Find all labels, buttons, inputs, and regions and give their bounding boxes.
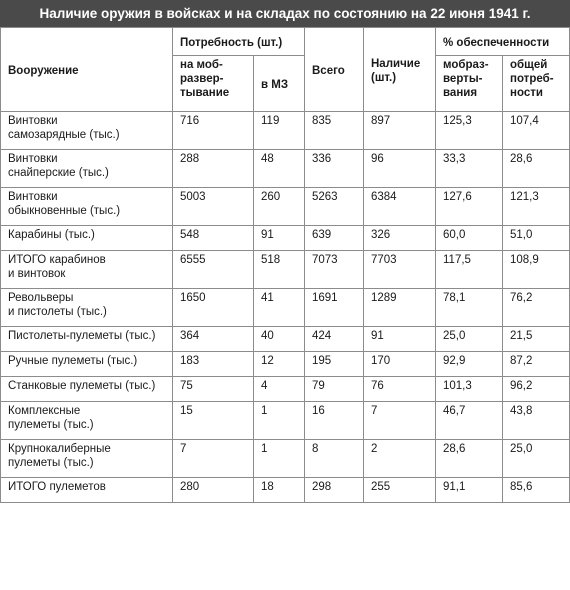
total-cell: 5263 — [305, 188, 364, 226]
table-body — [1, 112, 570, 503]
need-mob-cell: 288 — [173, 150, 254, 188]
need-mob-cell: 15 — [173, 402, 254, 440]
need-mz-cell: 1 — [254, 440, 305, 478]
pct-mob-cell: 92,9 — [436, 352, 503, 377]
total-cell: 1691 — [305, 289, 364, 327]
pct-mob-cell: 28,6 — [436, 440, 503, 478]
need-mob-cell: 548 — [173, 226, 254, 251]
need-mz-cell: 12 — [254, 352, 305, 377]
weapon-name-line: Станковые пулеметы (тыс.) — [8, 380, 156, 392]
weapon-name-line: Винтовки — [8, 153, 58, 165]
need-mob-cell: 280 — [173, 478, 254, 503]
available-cell: 897 — [364, 112, 436, 150]
header-pct-total-line: ности — [510, 87, 543, 99]
need-mz-cell: 518 — [254, 251, 305, 289]
weapon-name-cell — [1, 327, 173, 352]
weapon-name-line: ИТОГО карабинов — [8, 254, 106, 266]
weapon-name-cell — [1, 478, 173, 503]
weapon-name-line: ИТОГО пулеметов — [8, 481, 106, 493]
table-row — [1, 352, 570, 377]
need-mob-cell: 5003 — [173, 188, 254, 226]
need-mob-cell: 716 — [173, 112, 254, 150]
header-pct-mob-line: верты- — [443, 73, 483, 85]
table-row — [1, 112, 570, 150]
weapon-name-line: Револьверы — [8, 292, 74, 304]
table-row — [1, 226, 570, 251]
pct-mob-cell: 91,1 — [436, 478, 503, 503]
weapon-name-cell — [1, 251, 173, 289]
pct-total-cell: 76,2 — [503, 289, 570, 327]
header-pct-total — [503, 56, 570, 112]
header-pct-mob-line: вания — [443, 87, 478, 99]
total-cell: 424 — [305, 327, 364, 352]
weapon-name-cell — [1, 112, 173, 150]
weapon-name-line: Комплексные — [8, 405, 81, 417]
pct-mob-cell: 25,0 — [436, 327, 503, 352]
total-cell: 195 — [305, 352, 364, 377]
total-cell: 79 — [305, 377, 364, 402]
total-cell: 298 — [305, 478, 364, 503]
weapon-name-line: пулеметы (тыс.) — [8, 457, 94, 469]
header-pct-total-line: потреб- — [510, 73, 554, 85]
header-available — [364, 28, 436, 112]
pct-mob-cell: 101,3 — [436, 377, 503, 402]
weapon-name-line: обыкновенные (тыс.) — [8, 205, 121, 217]
need-mz-cell: 41 — [254, 289, 305, 327]
pct-mob-cell: 117,5 — [436, 251, 503, 289]
weapon-name-line: Винтовки — [8, 191, 58, 203]
weapon-name-line: Ручные пулеметы (тыс.) — [8, 355, 138, 367]
table-row — [1, 188, 570, 226]
need-mz-cell: 4 — [254, 377, 305, 402]
weapon-name-cell — [1, 289, 173, 327]
weapon-name-line: и винтовок — [8, 268, 66, 280]
weapon-name-line: Карабины (тыс.) — [8, 229, 95, 241]
pct-total-cell: 96,2 — [503, 377, 570, 402]
pct-total-cell: 85,6 — [503, 478, 570, 503]
weapon-name-cell — [1, 440, 173, 478]
weapon-name-cell — [1, 402, 173, 440]
weapon-name-cell — [1, 188, 173, 226]
weapon-name-line: Пистолеты-пулеметы (тыс.) — [8, 330, 156, 342]
pct-total-cell: 43,8 — [503, 402, 570, 440]
header-need-mz: в МЗ — [254, 56, 305, 112]
available-cell: 2 — [364, 440, 436, 478]
table-title: Наличие оружия в войсках и на складах по состоянию на 22 июня 1941 г. — [0, 0, 570, 27]
total-cell: 336 — [305, 150, 364, 188]
pct-total-cell: 25,0 — [503, 440, 570, 478]
pct-mob-cell: 60,0 — [436, 226, 503, 251]
pct-total-cell: 21,5 — [503, 327, 570, 352]
pct-mob-cell: 78,1 — [436, 289, 503, 327]
need-mob-cell: 1650 — [173, 289, 254, 327]
available-cell: 1289 — [364, 289, 436, 327]
need-mz-cell: 40 — [254, 327, 305, 352]
table-row — [1, 150, 570, 188]
weapon-name-cell — [1, 226, 173, 251]
pct-total-cell: 121,3 — [503, 188, 570, 226]
header-need-mob-line: развер- — [180, 73, 224, 85]
weapon-name-cell — [1, 150, 173, 188]
table-row — [1, 402, 570, 440]
header-need-group: Потребность (шт.) — [173, 28, 305, 56]
available-cell: 91 — [364, 327, 436, 352]
total-cell: 7073 — [305, 251, 364, 289]
weapons-table — [0, 27, 570, 503]
weapon-name-line: снайперские (тыс.) — [8, 167, 109, 179]
header-pct-total-line: общей — [510, 59, 548, 71]
need-mob-cell: 364 — [173, 327, 254, 352]
weapon-name-line: пулеметы (тыс.) — [8, 419, 94, 431]
weapon-name-cell — [1, 352, 173, 377]
pct-total-cell: 51,0 — [503, 226, 570, 251]
weapon-name-cell — [1, 377, 173, 402]
weapon-name-line: Крупнокалиберные — [8, 443, 111, 455]
weapon-name-line: и пистолеты (тыс.) — [8, 306, 107, 318]
header-need-mob-line: тывание — [180, 87, 230, 99]
available-cell: 326 — [364, 226, 436, 251]
table-row — [1, 327, 570, 352]
pct-total-cell: 87,2 — [503, 352, 570, 377]
pct-mob-cell: 125,3 — [436, 112, 503, 150]
need-mob-cell: 75 — [173, 377, 254, 402]
available-cell: 76 — [364, 377, 436, 402]
need-mz-cell: 119 — [254, 112, 305, 150]
header-need-mob-line: на моб- — [180, 59, 223, 71]
header-available-line: Наличие — [371, 57, 421, 70]
total-cell: 639 — [305, 226, 364, 251]
header-available-line: (шт.) — [371, 71, 397, 84]
available-cell: 6384 — [364, 188, 436, 226]
weapon-name-line: самозарядные (тыс.) — [8, 129, 120, 141]
header-total: Всего — [305, 28, 364, 112]
header-pct-mob-line: мобраз- — [443, 59, 489, 71]
header-weapon: Вооружение — [1, 28, 173, 112]
pct-mob-cell: 127,6 — [436, 188, 503, 226]
header-need-mob — [173, 56, 254, 112]
pct-total-cell: 108,9 — [503, 251, 570, 289]
pct-total-cell: 28,6 — [503, 150, 570, 188]
total-cell: 835 — [305, 112, 364, 150]
available-cell: 7 — [364, 402, 436, 440]
available-cell: 255 — [364, 478, 436, 503]
table-row — [1, 289, 570, 327]
available-cell: 7703 — [364, 251, 436, 289]
total-cell: 16 — [305, 402, 364, 440]
header-pct-mob — [436, 56, 503, 112]
need-mz-cell: 91 — [254, 226, 305, 251]
table-row — [1, 251, 570, 289]
total-cell: 8 — [305, 440, 364, 478]
available-cell: 96 — [364, 150, 436, 188]
pct-total-cell: 107,4 — [503, 112, 570, 150]
need-mz-cell: 1 — [254, 402, 305, 440]
pct-mob-cell: 33,3 — [436, 150, 503, 188]
need-mob-cell: 183 — [173, 352, 254, 377]
header-pct-group: % обеспеченности — [436, 28, 570, 56]
need-mob-cell: 6555 — [173, 251, 254, 289]
need-mz-cell: 260 — [254, 188, 305, 226]
weapon-name-line: Винтовки — [8, 115, 58, 127]
pct-mob-cell: 46,7 — [436, 402, 503, 440]
need-mz-cell: 18 — [254, 478, 305, 503]
table-row — [1, 377, 570, 402]
table-row — [1, 478, 570, 503]
table-row — [1, 440, 570, 478]
available-cell: 170 — [364, 352, 436, 377]
need-mz-cell: 48 — [254, 150, 305, 188]
need-mob-cell: 7 — [173, 440, 254, 478]
